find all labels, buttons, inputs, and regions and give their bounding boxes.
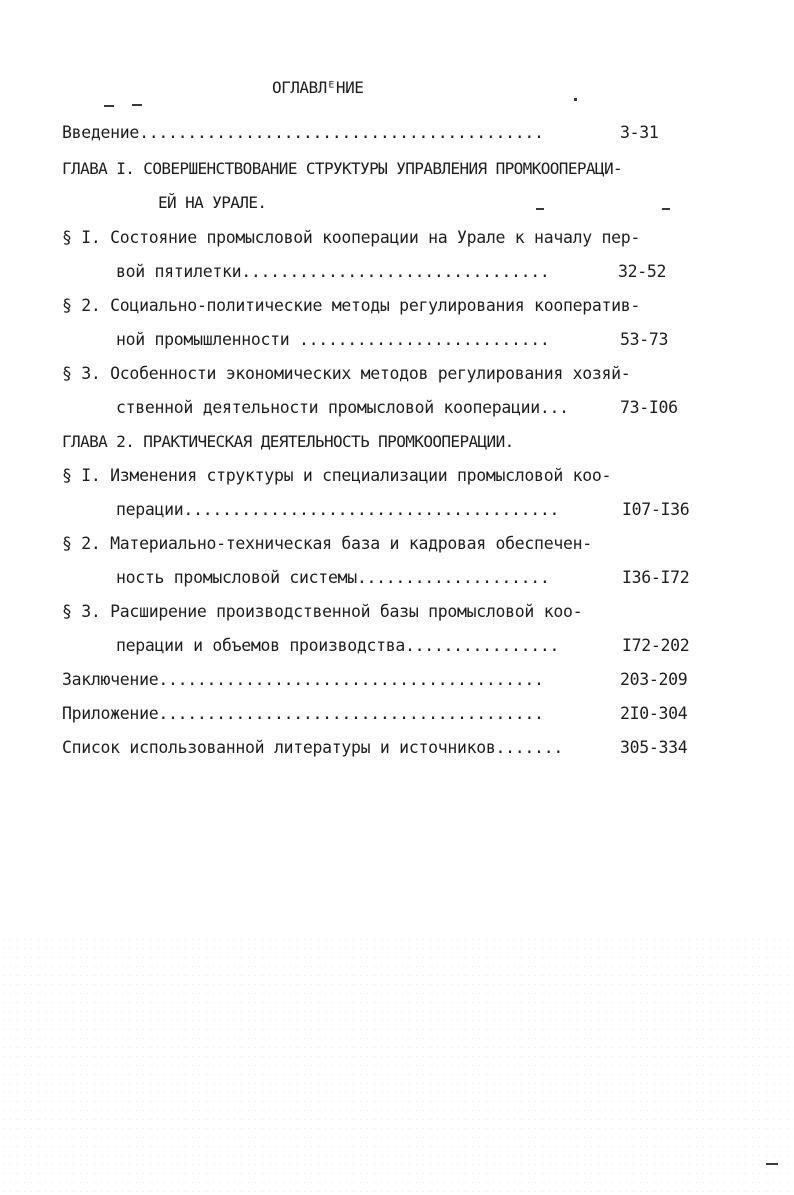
toc-entry-pages: I36-I72 <box>622 568 690 587</box>
stray-mark <box>574 98 577 101</box>
section-title-continued: ность промысловой системы.................... <box>116 568 550 587</box>
toc-entry-pages: 73-I06 <box>620 398 678 417</box>
chapter-heading: ГЛАВА I. СОВЕРШЕНСТВОВАНИЕ СТРУКТУРЫ УПРАВЛЕНИЯ ПРОМКООПЕРАЦИ- <box>62 159 623 178</box>
chapter-heading-continued: ЕЙ НА УРАЛЕ. <box>158 193 267 212</box>
toc-entry-pages: 3-31 <box>620 123 659 142</box>
toc-entry-pages: 53-73 <box>620 330 669 349</box>
toc-entry-appendix: Приложение........................................ <box>62 704 544 723</box>
toc-entry-pages: 32-52 <box>618 262 667 281</box>
stray-mark <box>104 105 114 107</box>
scan-noise <box>0 935 794 1195</box>
section-title: § I. Изменения структуры и специализации промысловой коо- <box>62 466 612 485</box>
section-title-continued: перации....................................... <box>116 500 560 519</box>
section-title-continued: перации и объемов производства................ <box>116 636 560 655</box>
toc-entry-pages: 203-209 <box>620 670 688 689</box>
toc-entry-intro <box>62 123 544 143</box>
toc-entry-text: Введение.......................................... <box>62 123 544 142</box>
toc-entry-pages: 2I0-304 <box>620 704 688 723</box>
page-title: ОГЛАВЛᴱНИЕ <box>272 78 364 97</box>
toc-entry-pages: I72-202 <box>622 636 690 655</box>
section-title: § 3. Особенности экономических методов регулирования хозяй- <box>62 364 631 383</box>
stray-mark <box>662 208 670 210</box>
section-title: § 3. Расширение производственной базы промысловой коо- <box>62 602 583 621</box>
section-title: § 2. Материально-техническая база и кадровая обеспечен- <box>62 534 592 553</box>
toc-entry-pages: I07-I36 <box>622 500 690 519</box>
section-title-continued: ной промышленности .......................... <box>116 330 550 349</box>
toc-entry-bibliography: Список использованной литературы и источников....... <box>62 738 563 757</box>
chapter-heading: ГЛАВА 2. ПРАКТИЧЕСКАЯ ДЕЯТЕЛЬНОСТЬ ПРОМКООПЕРАЦИИ. <box>62 432 514 451</box>
stray-mark <box>536 208 544 210</box>
toc-entry-conclusion: Заключение........................................ <box>62 670 544 689</box>
section-title-continued: вой пятилетки................................ <box>116 262 550 281</box>
section-title-continued: ственной деятельности промысловой кооперации... <box>116 398 569 417</box>
section-title: § 2. Социально-политические методы регулирования кооператив- <box>62 296 641 315</box>
stray-mark <box>132 104 142 106</box>
section-title: § I. Состояние промысловой кооперации на Урале к началу пер- <box>62 228 641 247</box>
toc-entry-pages: 305-334 <box>620 738 688 757</box>
